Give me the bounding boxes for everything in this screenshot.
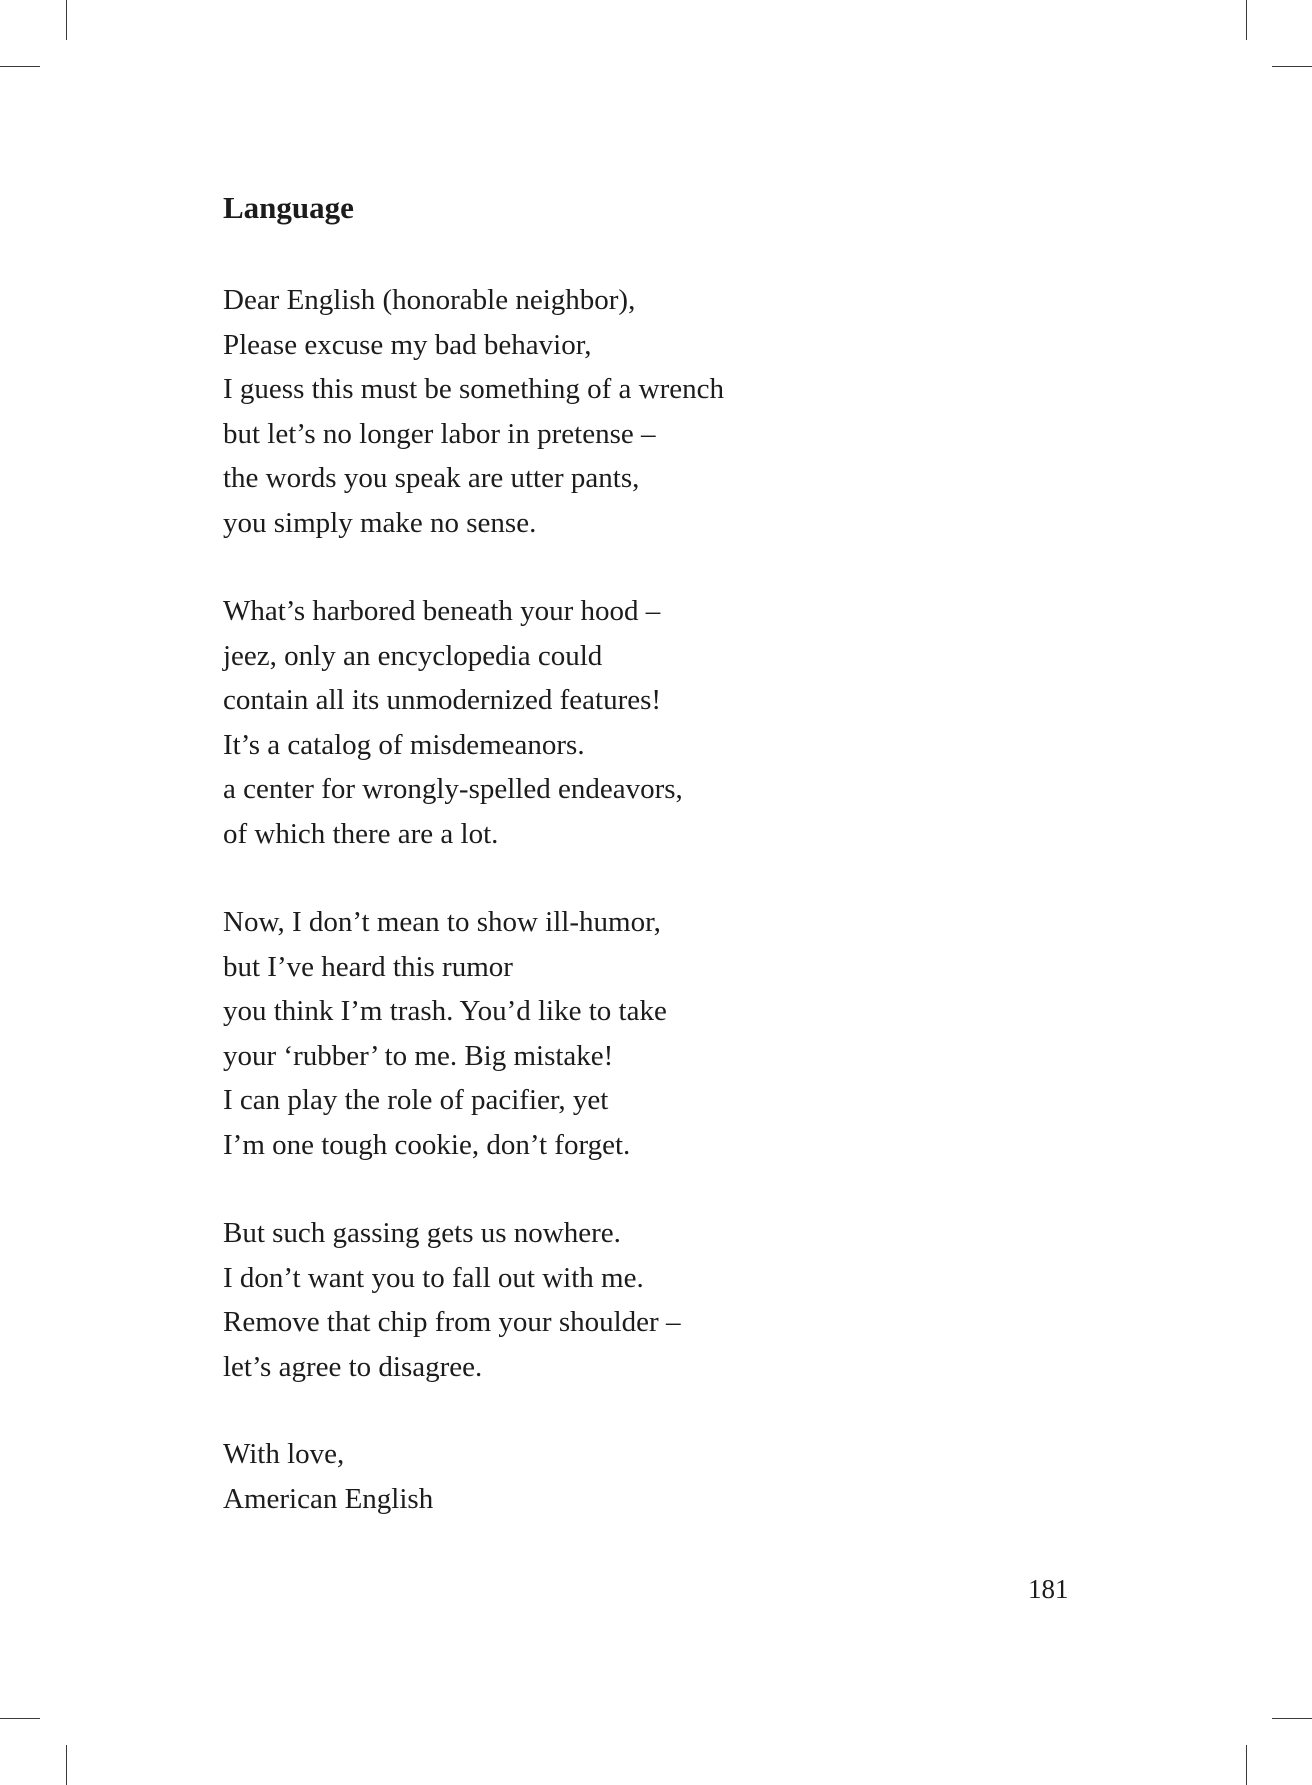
poem-line: I’m one tough cookie, don’t forget. [223,1128,631,1161]
poem-line: your ‘rubber’ to me. Big mistake! [223,1039,614,1072]
poem-line: a center for wrongly-spelled endeavors, [223,773,683,806]
poem-line: What’s harbored beneath your hood – [223,595,661,627]
poem-line: let’s agree to disagree. [223,1350,483,1383]
poem-line: Remove that chip from your shoulder – [223,1306,681,1339]
stanza-3 [223,900,667,1168]
stanza-2 [223,589,683,857]
crop-mark-top-left-vertical [66,0,67,40]
page-number: 181 [1028,1574,1069,1604]
poem-line: the words you speak are utter pants, [223,462,640,495]
poem-line: contain all its unmodernized features! [223,684,662,717]
poem-line: Please excuse my bad behavior, [223,328,592,361]
crop-mark-top-right-horizontal [1272,66,1312,67]
crop-mark-bottom-left-horizontal [0,1718,40,1719]
crop-mark-bottom-right-vertical [1246,1745,1247,1785]
poem-line: jeez, only an encyclopedia could [223,639,603,672]
poem-line: I guess this must be something of a wrench [223,373,724,406]
poem-line: of which there are a lot. [223,817,499,850]
poem-line: But such gassing gets us nowhere. [223,1217,621,1249]
stanza-4 [223,1211,680,1389]
poem-line: It’s a catalog of misdemeanors. [223,728,585,761]
crop-mark-bottom-left-vertical [66,1745,67,1785]
poem-title: Language [223,190,354,225]
crop-mark-top-right-vertical [1246,0,1247,40]
poem-line: I can play the role of pacifier, yet [223,1084,609,1117]
poem-line: Dear English (honorable neighbor), [223,284,636,316]
poem-line: I don’t want you to fall out with me. [223,1261,644,1294]
crop-mark-bottom-right-horizontal [1272,1718,1312,1719]
poem-line: With love, [223,1438,345,1470]
poem-line: you simply make no sense. [223,506,537,539]
poem-line: you think I’m trash. You’d like to take [223,995,667,1028]
poem-line: but let’s no longer labor in pretense – [223,417,656,450]
poem-line: American English [223,1482,434,1515]
stanza-1 [223,278,724,546]
crop-mark-top-left-horizontal [0,66,40,67]
poem-line: but I’ve heard this rumor [223,950,513,983]
stanza-signature [223,1432,433,1521]
poem-line: Now, I don’t mean to show ill-humor, [223,906,661,938]
